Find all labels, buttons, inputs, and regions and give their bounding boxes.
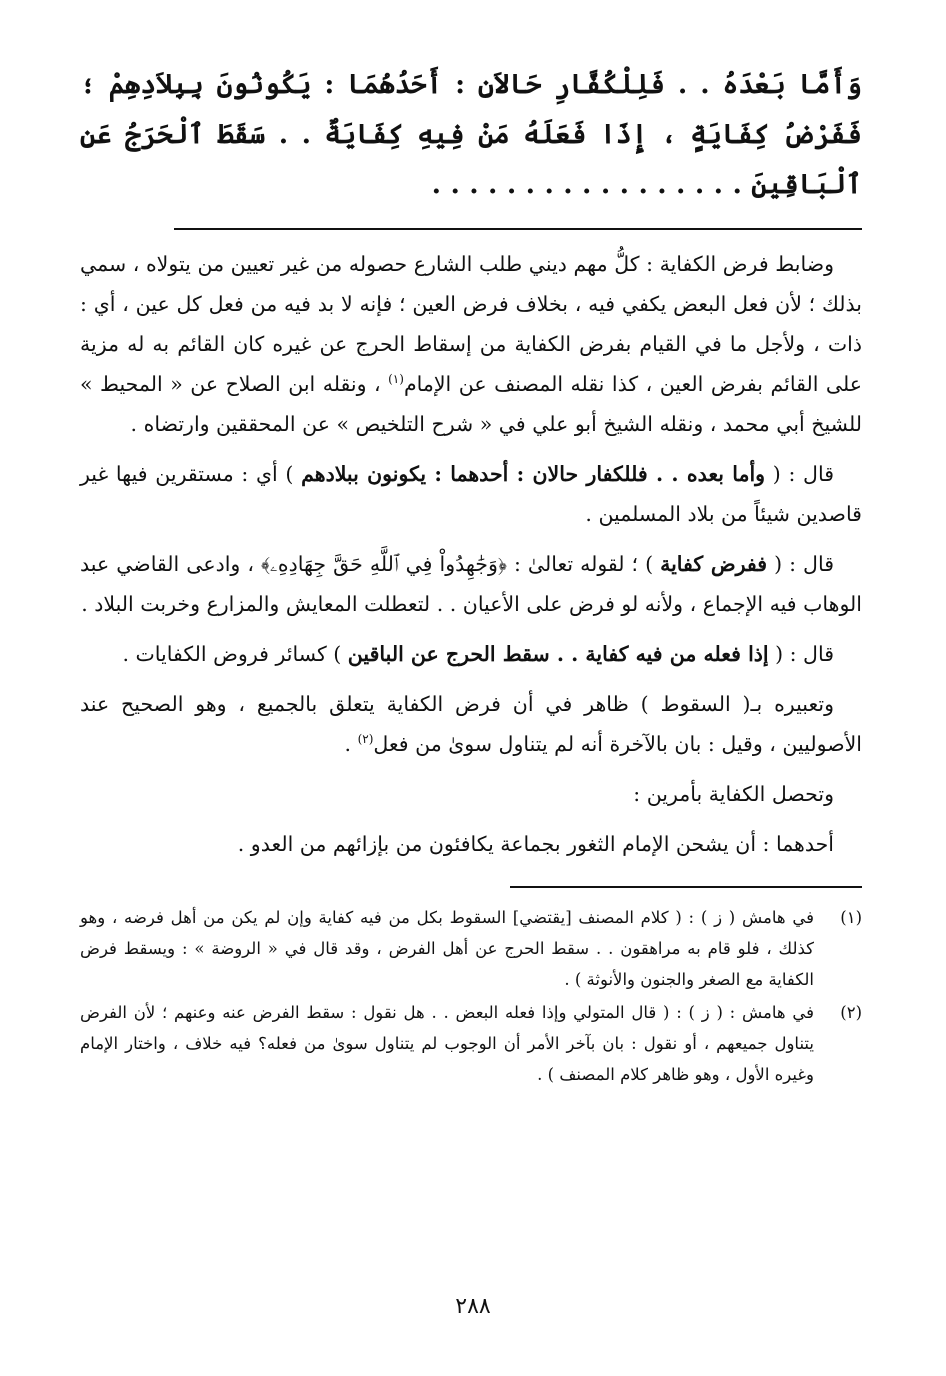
book-page <box>80 60 862 1092</box>
commentary-paragraph-4: قال : ( إذا فعله من فيه كفاية . . سقط الحرج عن الباقين ) كسائر فروض الكفايات . <box>122 642 834 666</box>
footnotes <box>80 902 862 1090</box>
commentary-paragraph-7: أحدهما : أن يشحن الإمام الثغور بجماعة يكافئون من بإزائهم من العدو . <box>237 832 834 856</box>
commentary-paragraph-2: قال : ( وأما بعده . . فللكفار حالان : أحدهما : يكونون ببلادهم ) أي : مستقرين فيها غير قاصدين شيئاً من بلاد المسلمين . <box>80 462 862 526</box>
page-number: ٢٨٨ <box>455 1294 491 1319</box>
footnote <box>80 902 862 995</box>
footnote-text: في هامش ( ز ) : ( كلام المصنف [يقتضي] السقوط بكل من فيه كفاية وإن لم يكن من أهل فرضه ، وهو كذلك ، فلو قام به مراهقون . . سقط الحرج عن أهل الفرض ، وقد قال في « الروضة » : ويسقط فرض الكفاية مع الصغر والجنون والأنوثة ) . <box>80 908 814 989</box>
footnote-ref-1[interactable]: (١) <box>388 372 404 387</box>
commentary-paragraph-6: وتحصل الكفاية بأمرين : <box>633 782 834 806</box>
footnote-divider <box>510 886 862 888</box>
matn-divider <box>174 228 862 230</box>
quoted-matn: وأما بعده . . فللكفار حالان : أحدهما : يكونون ببلادهم <box>301 462 766 486</box>
footnote-number: (٢) <box>840 1003 862 1022</box>
footnote <box>80 997 862 1090</box>
footnote-number: (١) <box>840 908 862 927</box>
quoted-matn: إذا فعله من فيه كفاية . . سقط الحرج عن الباقين <box>347 642 769 666</box>
commentary-paragraph-3: قال : ( ففرض كفاية ) ؛ لقوله تعالىٰ : ﴿وَجَٰهِدُواْ فِي ٱللَّهِ حَقَّ جِهَادِهِۦ﴾ ، وادعى القاضي عبد الوهاب فيه الإجماع ، ولأنه لو فرض على الأعيان . . لتعطلت المعايش والمزارع وخربت البلاد . <box>80 552 862 616</box>
commentary <box>80 244 862 864</box>
quoted-matn: ففرض كفاية <box>660 552 768 576</box>
footnote-text: في هامش : ( ز ) : ( قال المتولي وإذا فعله البعض . . هل نقول : سقط الفرض عنه وعنهم ؛ لأن الفرض يتناول جميعهم ، أو نقول : بان بآخر الأمر أن الوجوب لم يتناول سوىٰ من فعله؟ فيه خلاف ، واختار الإمام وغيره الأول ، وهو ظاهر كلام المصنف ) . <box>80 1003 814 1084</box>
footnote-ref-2[interactable]: (٢) <box>357 732 374 747</box>
commentary-paragraph-5: وتعبيره بـ( السقوط ) ظاهر في أن فرض الكفاية يتعلق بالجميع ، وهو الصحيح عند الأصوليين ، وقيل : بان بالآخرة أنه لم يتناول سوىٰ من فعل$^{(٢)}$ . <box>80 692 862 756</box>
matn-text: وَأَمَّا بَعْدَهُ . . فَلِلْكُفَّارِ حَالاَنِ : أَحَدُهُمَا : يَكُونُونَ بِبِلاَدِهِمْ ؛ فَفَرْضُ كِفَايَةٍ ، إِذَا فَعَلَهُ مَنْ فِيهِ كِفَايَةٌ . . سَقَطَ ٱلْحَرَجُ عَنِ ٱلْبَاقِينَ . . . . . . . . . . . . . . . . . <box>80 69 862 200</box>
commentary-paragraph-1: وضابط فرض الكفاية : كلُّ مهم ديني طلب الشارع حصوله من غير تعيين من يتولاه ، سمي بذلك ؛ لأن فعل البعض يكفي فيه ، بخلاف فرض العين ؛ فإنه لا بد فيه من فعل كل عين ، أي : ذات ، ولأجل ما في القيام بفرض الكفاية من إسقاط الحرج عن غيره كان القائم به له مزية على القائم بفرض العين ، كذا نقله المصنف عن الإمام$^{(١)}$ ، ونقله ابن الصلاح عن « المحيط » للشيخ أبي محمد ، ونقله الشيخ أبو علي في « شرح التلخيص » عن المحققين وارتضاه . <box>80 252 862 436</box>
